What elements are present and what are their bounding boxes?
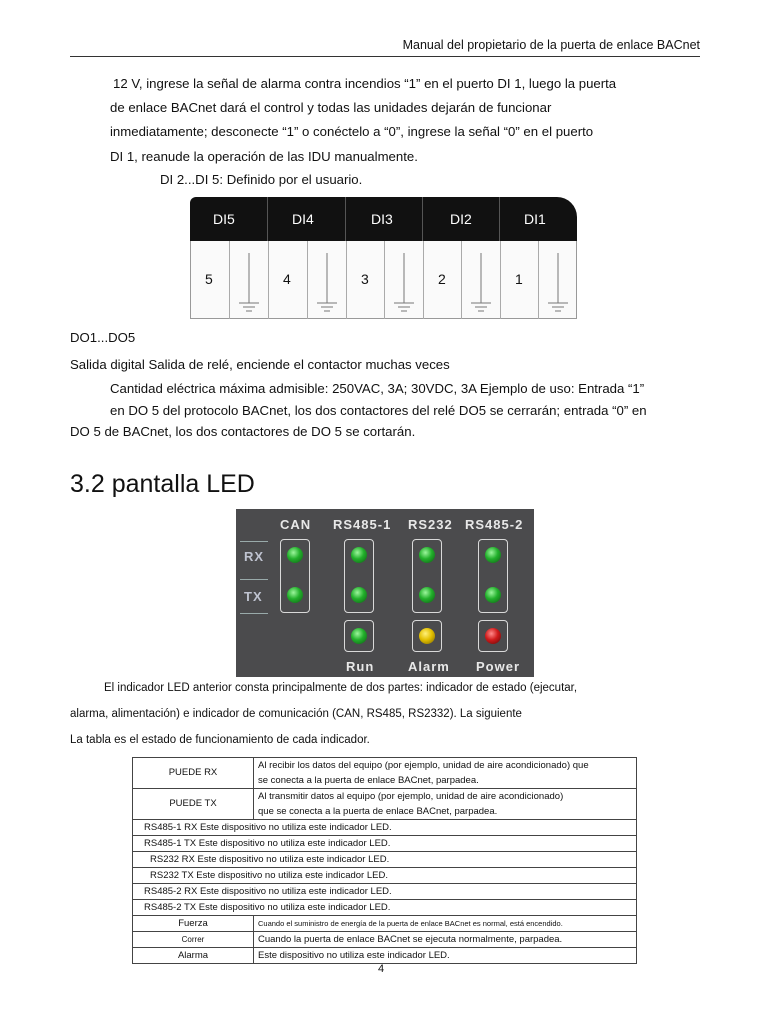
rs232-led-frame — [412, 539, 442, 613]
power-led-frame — [478, 620, 508, 652]
intro-line-5: DI 2...DI 5: Definido por el usuario. — [160, 172, 363, 187]
table-cell-label: PUEDE TX — [133, 789, 254, 820]
table-cell-label: Correr — [133, 932, 254, 948]
do-title: DO1...DO5 — [70, 330, 136, 345]
table-row — [133, 948, 637, 964]
desc-line-1: El indicador LED anterior consta principalmente de dos partes: indicador de estado (ejecutar, — [104, 682, 578, 694]
led-row-tx: TX — [244, 589, 263, 604]
table-row — [133, 932, 637, 948]
di5-number: 5 — [205, 271, 213, 287]
led-label-power: Power — [476, 659, 521, 674]
di2-label: DI2 — [450, 211, 472, 227]
di-terminal-diagram — [190, 197, 577, 325]
led-col-rs232: RS232 — [408, 517, 453, 532]
alarm-led-frame — [412, 620, 442, 652]
page-number: 4 — [378, 963, 385, 975]
rs232-rx-led — [419, 547, 435, 563]
rs485-2-rx-led — [485, 547, 501, 563]
rs485-1-tx-led — [351, 587, 367, 603]
di4-label: DI4 — [292, 211, 314, 227]
rs485-1-led-frame — [344, 539, 374, 613]
di1-number: 1 — [515, 271, 523, 287]
do-line-2: Cantidad eléctrica máxima admisible: 250VAC, 3A; 30VDC, 3A Ejemplo de uso: Entrada “1” — [110, 381, 645, 396]
table-row — [133, 789, 637, 820]
rs485-2-tx-led — [485, 587, 501, 603]
can-tx-led — [287, 587, 303, 603]
led-panel-image — [236, 509, 534, 677]
rs485-1-rx-led — [351, 547, 367, 563]
led-row-rx: RX — [244, 549, 265, 564]
table-row — [133, 852, 637, 868]
table-row — [133, 868, 637, 884]
table-cell-merged: RS232 RX Este dispositivo no utiliza este indicador LED. — [133, 852, 637, 868]
run-led — [351, 628, 367, 644]
led-status-table — [132, 757, 637, 964]
di-header-bar — [190, 197, 577, 241]
table-row — [133, 836, 637, 852]
do-line-1: Salida digital Salida de relé, enciende el contactor muchas veces — [70, 357, 450, 372]
alarm-led — [419, 628, 435, 644]
ground-icon — [545, 245, 571, 319]
table-cell-desc — [254, 948, 637, 964]
ground-icon — [314, 245, 340, 319]
intro-line-2: de enlace BACnet dará el control y todas las unidades dejarán de funcionar — [110, 100, 552, 115]
di5-label: DI5 — [213, 211, 235, 227]
can-led-frame — [280, 539, 310, 613]
table-cell-merged: RS485-1 TX Este dispositivo no utiliza este indicador LED. — [133, 836, 637, 852]
table-cell-line: Cuando la puerta de enlace BACnet se ejecuta normalmente, parpadea. — [258, 934, 563, 945]
do-line-3: en DO 5 del protocolo BACnet, los dos contactores del relé DO5 se cerrarán; entrada “0” en — [110, 403, 647, 418]
table-cell-line: Al recibir los datos del equipo (por ejemplo, unidad de aire acondicionado) que — [258, 760, 589, 771]
led-col-can: CAN — [280, 517, 312, 532]
ground-icon — [391, 245, 417, 319]
table-cell-desc — [254, 789, 637, 820]
intro-line-4: DI 1, reanude la operación de las IDU manualmente. — [110, 149, 418, 164]
intro-line-3: inmediatamente; desconecte “1” o conéctelo a “0”, ingrese la señal “0” en el puerto — [110, 124, 594, 139]
di4-number: 4 — [283, 271, 291, 287]
table-row — [133, 916, 637, 932]
section-heading: 3.2 pantalla LED — [70, 470, 255, 498]
table-cell-line: se conecta a la puerta de enlace BACnet, parpadea. — [258, 775, 479, 786]
table-cell-merged: RS485-2 RX Este dispositivo no utiliza este indicador LED. — [133, 884, 637, 900]
di2-number: 2 — [438, 271, 446, 287]
di1-label: DI1 — [524, 211, 546, 227]
page-header: Manual del propietario de la puerta de enlace BACnet — [402, 38, 700, 52]
led-label-alarm: Alarm — [408, 659, 450, 674]
led-col-rs485-2: RS485-2 — [465, 517, 524, 532]
table-cell-label: Alarma — [133, 948, 254, 964]
table-cell-line: Cuando el suministro de energía de la puerta de enlace BACnet es normal, está encendido. — [258, 919, 563, 928]
rs232-tx-led — [419, 587, 435, 603]
table-cell-desc — [254, 916, 637, 932]
table-cell-merged: RS485-2 TX Este dispositivo no utiliza este indicador LED. — [133, 900, 637, 916]
table-cell-merged: RS232 TX Este dispositivo no utiliza este indicador LED. — [133, 868, 637, 884]
desc-line-3: La tabla es el estado de funcionamiento de cada indicador. — [70, 734, 370, 746]
table-cell-line: Este dispositivo no utiliza este indicador LED. — [258, 950, 450, 961]
can-rx-led — [287, 547, 303, 563]
ground-icon — [236, 245, 262, 319]
desc-line-2: alarma, alimentación) e indicador de comunicación (CAN, RS485, RS2332). La siguiente — [70, 708, 522, 720]
table-cell-line: Al transmitir datos al equipo (por ejemplo, unidad de aire acondicionado) — [258, 791, 564, 802]
table-cell-line: que se conecta a la puerta de enlace BACnet, parpadea. — [258, 806, 498, 817]
ground-icon — [468, 245, 494, 319]
led-col-rs485-1: RS485-1 — [333, 517, 392, 532]
table-cell-merged: RS485-1 RX Este dispositivo no utiliza este indicador LED. — [133, 820, 637, 836]
table-cell-desc — [254, 758, 637, 789]
table-row — [133, 900, 637, 916]
table-row — [133, 820, 637, 836]
power-led — [485, 628, 501, 644]
table-row — [133, 758, 637, 789]
table-cell-label: PUEDE RX — [133, 758, 254, 789]
rs485-2-led-frame — [478, 539, 508, 613]
intro-line-1: 12 V, ingrese la señal de alarma contra incendios “1” en el puerto DI 1, luego la puerta — [113, 76, 617, 91]
table-cell-desc — [254, 932, 637, 948]
led-label-run: Run — [346, 659, 375, 674]
table-row — [133, 884, 637, 900]
do-line-4: DO 5 de BACnet, los dos contactores de DO 5 se cortarán. — [70, 424, 416, 439]
run-led-frame — [344, 620, 374, 652]
table-cell-label: Fuerza — [133, 916, 254, 932]
di3-label: DI3 — [371, 211, 393, 227]
di-terminal-body — [190, 241, 577, 319]
header-rule — [70, 56, 700, 57]
di3-number: 3 — [361, 271, 369, 287]
